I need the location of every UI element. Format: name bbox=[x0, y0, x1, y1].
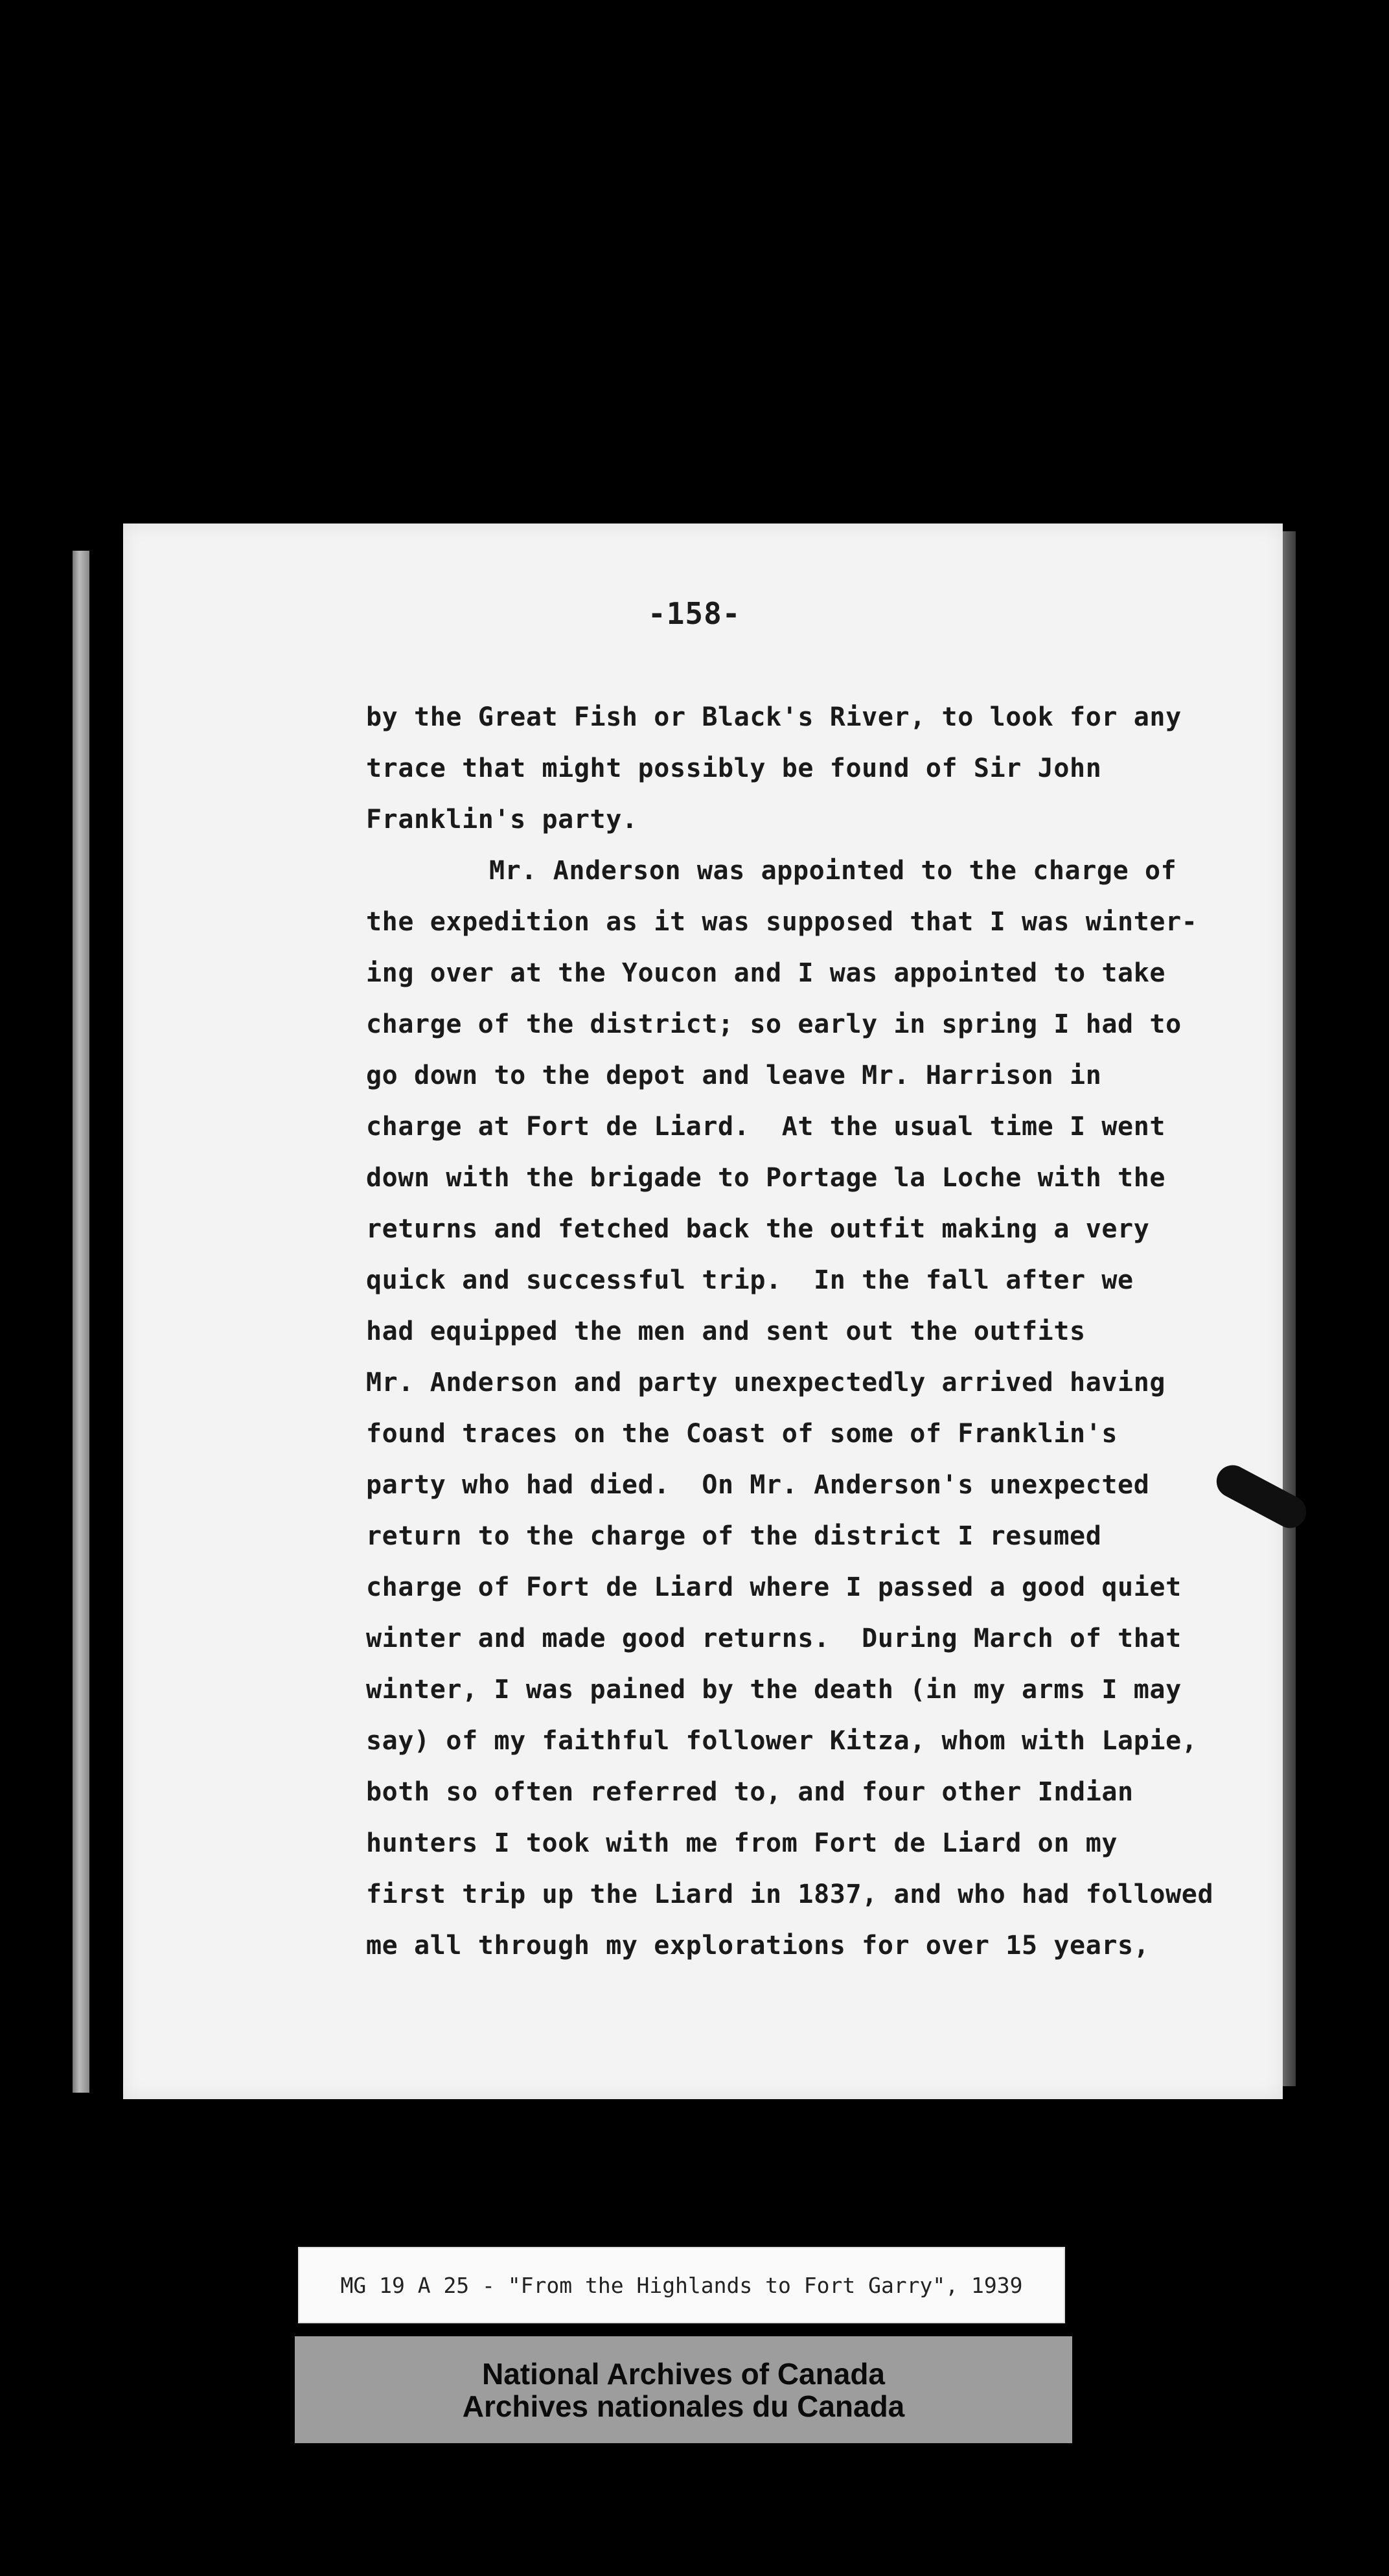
page-number: -158- bbox=[648, 596, 741, 631]
text-line: say) of my faithful follower Kitza, whom with Lapie, bbox=[366, 1726, 1198, 1756]
text-line: party who had died. On Mr. Anderson's unexpected bbox=[366, 1470, 1150, 1500]
text-line: the expedition as it was supposed that I was winter- bbox=[366, 907, 1198, 937]
text-line: returns and fetched back the outfit making a very bbox=[366, 1214, 1150, 1244]
archives-credit-label bbox=[295, 2336, 1072, 2443]
text-line: me all through my explorations for over 15 years, bbox=[366, 1931, 1150, 1961]
archives-name-english: National Archives of Canada bbox=[481, 2356, 885, 2391]
text-line: had equipped the men and sent out the outfits bbox=[366, 1317, 1086, 1346]
text-line: quick and successful trip. In the fall after we bbox=[366, 1265, 1134, 1295]
film-edge-left bbox=[73, 551, 89, 2093]
text-line: trace that might possibly be found of Sir John bbox=[366, 753, 1102, 783]
text-line: down with the brigade to Portage la Loche with the bbox=[366, 1163, 1166, 1193]
text-line: ing over at the Youcon and I was appointed to take bbox=[366, 958, 1166, 988]
text-line: return to the charge of the district I resumed bbox=[366, 1521, 1102, 1551]
text-line: Mr. Anderson and party unexpectedly arrived having bbox=[366, 1368, 1166, 1397]
text-line: winter and made good returns. During March of that bbox=[366, 1624, 1182, 1653]
text-line: Franklin's party. bbox=[366, 805, 638, 834]
text-line: charge of the district; so early in spring I had to bbox=[366, 1009, 1182, 1039]
archival-reference-label: MG 19 A 25 - "From the Highlands to Fort Garry", 1939 bbox=[298, 2247, 1065, 2323]
text-line: winter, I was pained by the death (in my arms I may bbox=[366, 1675, 1182, 1705]
text-line: charge of Fort de Liard where I passed a good quiet bbox=[366, 1572, 1182, 1602]
text-line: charge at Fort de Liard. At the usual time I went bbox=[366, 1112, 1166, 1142]
text-line: hunters I took with me from Fort de Liard on my bbox=[366, 1828, 1118, 1858]
text-line: by the Great Fish or Black's River, to look for any bbox=[366, 702, 1182, 732]
document-body bbox=[366, 692, 1286, 1972]
text-line: found traces on the Coast of some of Franklin's bbox=[366, 1419, 1118, 1449]
text-line: both so often referred to, and four other Indian bbox=[366, 1777, 1134, 1807]
text-line: go down to the depot and leave Mr. Harrison in bbox=[366, 1061, 1102, 1090]
text-line: first trip up the Liard in 1837, and who had followed bbox=[366, 1880, 1214, 1909]
text-line-paragraph-start: Mr. Anderson was appointed to the charge of bbox=[489, 856, 1177, 886]
archives-name-french: Archives nationales du Canada bbox=[462, 2389, 905, 2423]
